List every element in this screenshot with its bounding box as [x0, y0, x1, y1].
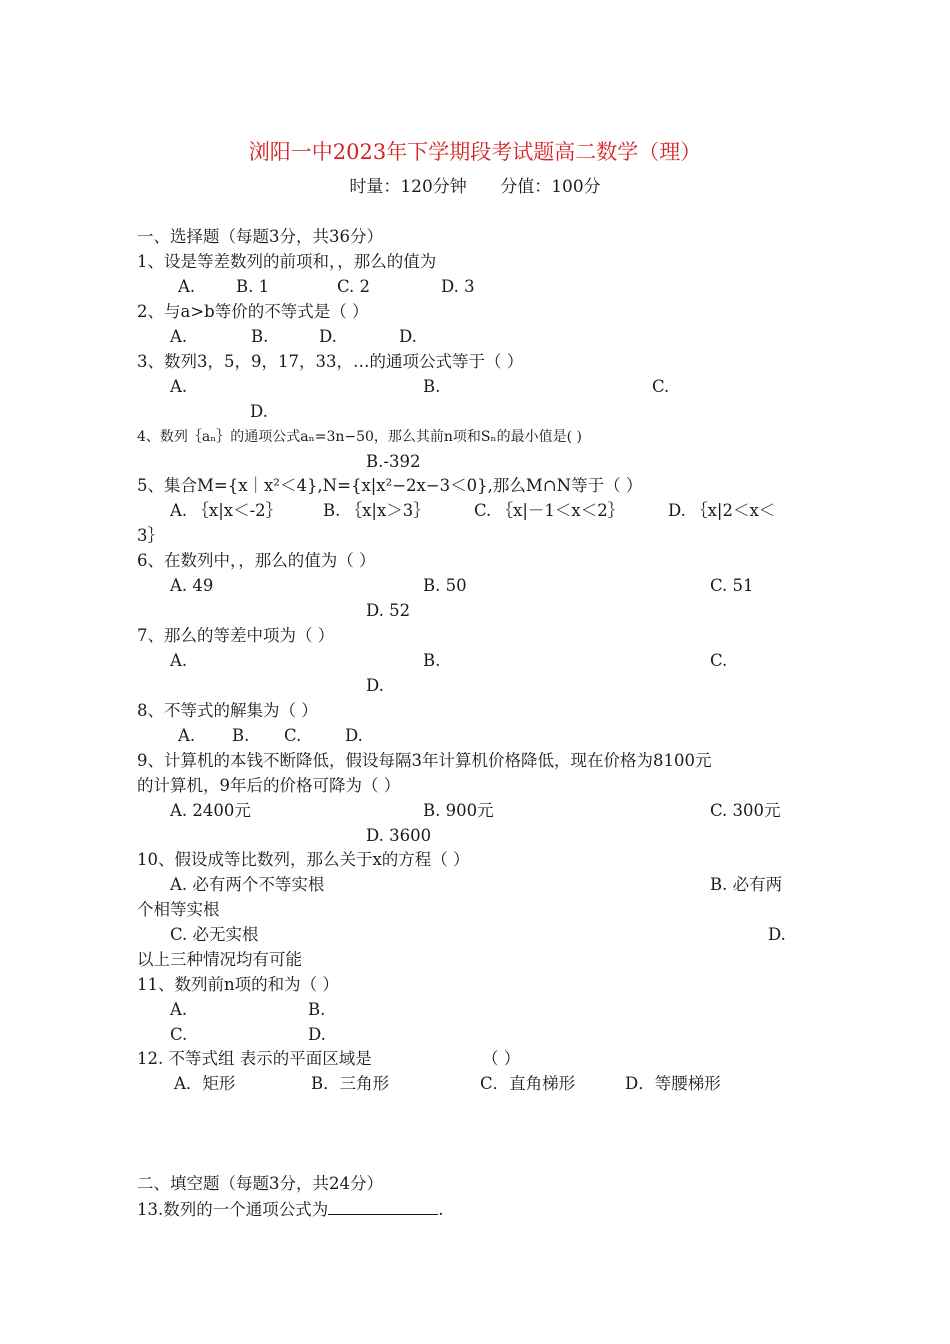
q5-option-d: D. ｛x|2＜x＜ [668, 501, 776, 520]
q9-option-b: B. 900元 [423, 801, 494, 820]
question-10: 10、假设成等比数列，那么关于x的方程（ ） [137, 850, 470, 869]
q9-option-a: A. 2400元 [170, 801, 251, 820]
question-4: 4、数列｛aₙ｝的通项公式aₙ=3n−50，那么其前n项和Sₙ的最小值是( ) [137, 429, 582, 445]
q6-option-b: B. 50 [423, 576, 467, 595]
q7-option-c: C. [710, 651, 728, 670]
total-score: 分值：100分 [500, 177, 601, 197]
section-heading-fill: 二、填空题（每题3分，共24分） [137, 1174, 383, 1193]
q3-option-c: C. [652, 377, 670, 396]
question-13 [137, 1198, 444, 1221]
q5-option-c: C. ｛x|－1＜x＜2｝ [474, 501, 625, 520]
q10-option-c: C. 必无实根 [170, 925, 259, 944]
q1-option-c: C. 2 [337, 277, 371, 296]
q2-option-a: A. [170, 327, 188, 346]
page-title: 浏阳一中2023年下学期段考试题高二数学（理） [248, 140, 702, 164]
q10-option-d-wrap: 以上三种情况均有可能 [137, 950, 302, 969]
q8-option-c: C. [284, 726, 302, 745]
q3-option-a: A. [170, 377, 188, 396]
exam-info [0, 175, 950, 199]
q7-option-a: A. [170, 651, 188, 670]
question-5: 5、集合M={x｜x²＜4},N={x|x²−2x−3＜0},那么M∩N等于（ ） [137, 476, 643, 495]
question-12: 12. 不等式组 表示的平面区域是 [137, 1049, 372, 1068]
q5-option-a: A. ｛x|x＜-2｝ [170, 501, 283, 520]
q12-answer-paren: （ ） [482, 1049, 521, 1068]
q12-option-c: C．直角梯形 [480, 1074, 576, 1093]
question-3: 3、数列3，5，9，17，33，…的通项公式等于（ ） [137, 352, 524, 371]
answer-blank[interactable] [328, 1198, 438, 1215]
question-11: 11、数列前n项的和为（ ） [137, 975, 339, 994]
q8-option-a: A. [178, 726, 196, 745]
q6-option-d: D. 52 [366, 601, 411, 620]
section-heading-choice: 一、选择题（每题3分，共36分） [137, 227, 383, 246]
q2-option-c: D. [319, 327, 337, 346]
question-9: 9、计算机的本钱不断降低，假设每隔3年计算机价格降低，现在价格为8100元 [137, 751, 712, 770]
q1-option-a: A. [178, 277, 196, 296]
q3-option-b: B. [423, 377, 441, 396]
q6-option-c: C. 51 [710, 576, 754, 595]
q10-option-d: D. [768, 925, 786, 944]
q6-option-a: A. 49 [170, 576, 214, 595]
q5-option-d-wrap: 3｝ [137, 526, 164, 545]
question-9-cont: 的计算机，9年后的价格可降为（ ） [137, 776, 401, 795]
q5-option-b: B. ｛x|x＞3｝ [323, 501, 430, 520]
q11-option-a: A. [170, 1000, 188, 1019]
q8-option-b: B. [232, 726, 250, 745]
q12-option-a: A．矩形 [174, 1074, 236, 1093]
q13-end: . [438, 1200, 444, 1219]
q10-option-b: B. 必有两 [710, 875, 783, 894]
q12-option-d: D．等腰梯形 [625, 1074, 721, 1093]
q3-option-d: D. [250, 402, 268, 421]
q2-option-d: D. [399, 327, 417, 346]
question-1: 1、设是等差数列的前项和，，那么的值为 [137, 252, 437, 271]
q4-option-b: B.-392 [366, 452, 421, 471]
q13-stem: 13.数列的一个通项公式为 [137, 1200, 329, 1219]
q11-option-b: B. [308, 1000, 326, 1019]
question-7: 7、那么的等差中项为（ ） [137, 626, 335, 645]
q8-option-d: D. [345, 726, 363, 745]
q1-option-b: B. 1 [236, 277, 270, 296]
question-8: 8、不等式的解集为（ ） [137, 701, 318, 720]
q10-option-b-wrap: 个相等实根 [137, 900, 220, 919]
q9-option-d: D. 3600 [366, 826, 432, 845]
q7-option-d: D. [366, 676, 384, 695]
q12-option-b: B．三角形 [311, 1074, 390, 1093]
q7-option-b: B. [423, 651, 441, 670]
question-6: 6、在数列中，，那么的值为（ ） [137, 551, 376, 570]
q11-option-c: C. [170, 1025, 188, 1044]
question-2: 2、与a>b等价的不等式是（ ） [137, 302, 369, 321]
q2-option-b: B. [251, 327, 269, 346]
q11-option-d: D. [308, 1025, 326, 1044]
q10-option-a: A. 必有两个不等实根 [170, 875, 325, 894]
q9-option-c: C. 300元 [710, 801, 781, 820]
q1-option-d: D. 3 [441, 277, 475, 296]
time-limit: 时量：120分钟 [349, 177, 467, 197]
